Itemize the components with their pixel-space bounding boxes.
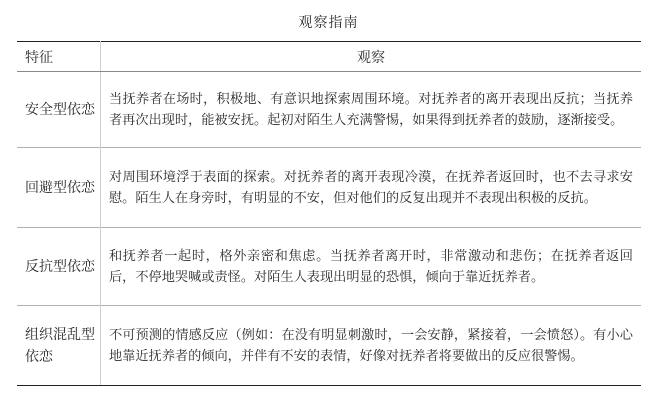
- table-title: 观察指南: [298, 15, 359, 31]
- row-text-avoidant: 对周围环境浮于表面的探索。对抚养者的离开表现冷漠，在抚养者返回时，也不去寻求安慰。陌生人在身旁时，有明显的不安，但对他们的反复出现并不表现出积极的反抗。: [101, 148, 642, 228]
- row-label-avoidant: 回避型依恋: [17, 148, 101, 228]
- table-row: [17, 72, 641, 148]
- row-label-resistant: 反抗型依恋: [17, 228, 101, 306]
- table-row: [17, 228, 641, 306]
- row-label-secure: 安全型依恋: [17, 72, 101, 148]
- header-feature: 特征: [17, 42, 101, 72]
- row-text-disorganized: 不可预测的情感反应（例如：在没有明显刺激时，一会安静，紧接着，一会愤怒）。有小心地靠近抚养者的倾向，并伴有不安的表情，好像对抚养者将要做出的反应很警惕。: [101, 306, 642, 386]
- header-observation: 观察: [101, 42, 642, 72]
- table-row: [17, 148, 641, 228]
- observation-guide-table: [17, 41, 641, 386]
- row-text-secure: 当抚养者在场时，积极地、有意识地探索周围环境。对抚养者的离开表现出反抗；当抚养者再次出现时，能被安抚。起初对陌生人充满警惕，如果得到抚养者的鼓励，逐渐接受。: [109, 91, 633, 128]
- table-row: [17, 306, 641, 386]
- row-label-disorganized: 组织混乱型依恋: [17, 306, 101, 386]
- table-header-row: [17, 42, 641, 72]
- row-text-resistant: 和抚养者一起时，格外亲密和焦虑。当抚养者离开时，非常激动和悲伤；在抚养者返回后，不停地哭喊或责怪。对陌生人表现出明显的恐惧，倾向于靠近抚养者。: [101, 228, 642, 306]
